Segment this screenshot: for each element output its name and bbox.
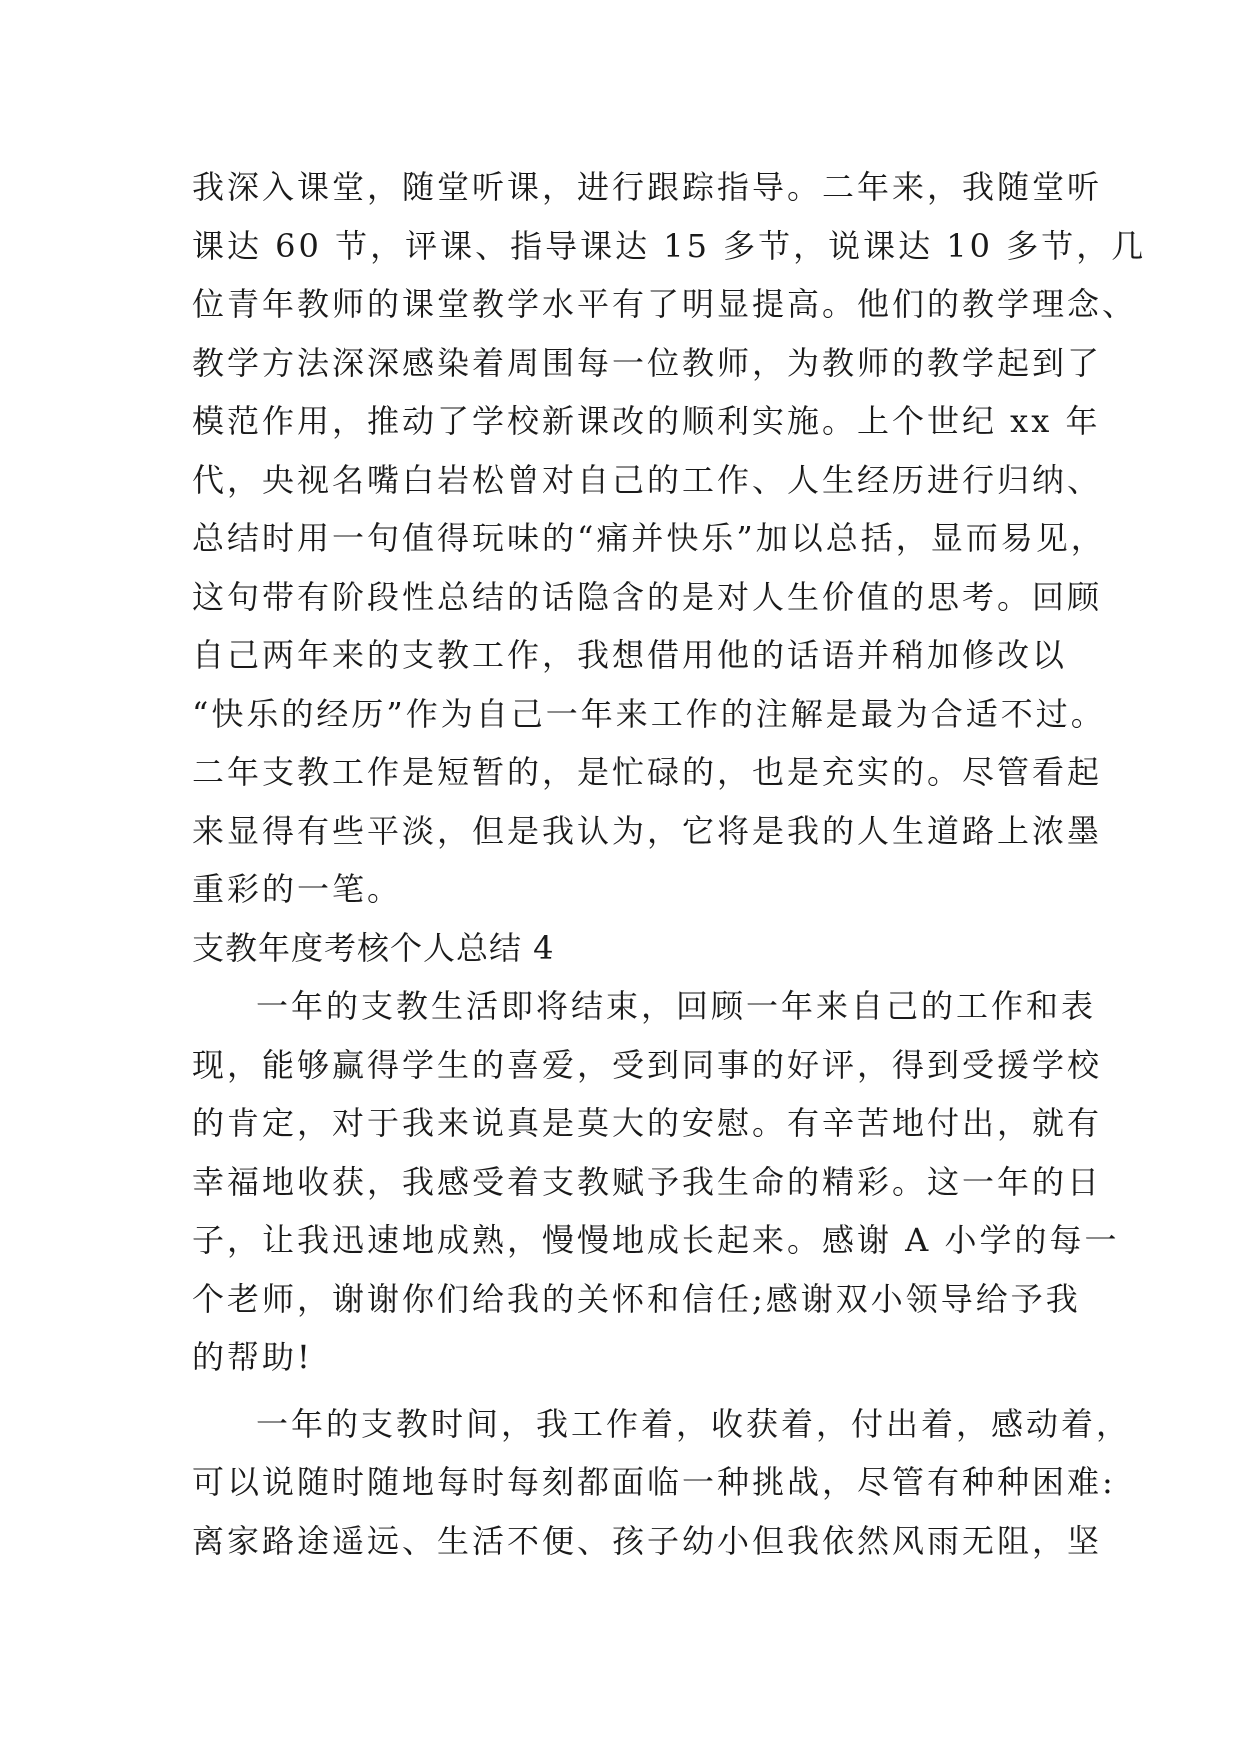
text-line: 模范作用，推动了学校新课改的顺利实施。上个世纪 xx 年 — [192, 402, 1101, 440]
text-line: 现，能够赢得学生的喜爱，受到同事的好评，得到受援学校 — [192, 1045, 1103, 1084]
text-line: 的帮助! — [192, 1338, 313, 1376]
text-line: 自己两年来的支教工作，我想借用他的话语并稍加修改以 — [192, 636, 1068, 674]
text-line: 这句带有阶段性总结的话隐含的是对人生价值的思考。回顾 — [192, 577, 1103, 616]
text-line: 代，央视名嘴白岩松曾对自己的工作、人生经历进行归纳、 — [192, 460, 1103, 499]
text-line: 位青年教师的课堂教学水平有了明显提高。他们的教学理念、 — [192, 285, 1138, 323]
text-line: 子，让我迅速地成熟，慢慢地成长起来。感谢 A 小学的每一 — [192, 1221, 1120, 1259]
section-heading: 支教年度考核个人总结 4 — [192, 928, 555, 967]
paragraph — [192, 1395, 1132, 1571]
text-line: 的肯定，对于我来说真是莫大的安慰。有辛苦地付出，就有 — [192, 1104, 1103, 1142]
text-line: 来显得有些平淡，但是我认为，它将是我的人生道路上浓墨 — [192, 811, 1103, 850]
paragraph-continued — [192, 158, 1147, 919]
text-line: 重彩的一笔。 — [192, 870, 403, 908]
text-line: 一年的支教时间，我工作着，收获着，付出着，感动着， — [256, 1404, 1132, 1443]
text-line: 离家路途遥远、生活不便、孩子幼小但我依然风雨无阻，坚 — [192, 1521, 1103, 1560]
paragraph — [192, 977, 1120, 1387]
text-line: 可以说随时随地每时每刻都面临一种挑战，尽管有种种困难: — [192, 1463, 1116, 1501]
text-line: 二年支教工作是短暂的，是忙碌的，也是充实的。尽管看起 — [192, 753, 1103, 791]
text-line: 一年的支教生活即将结束，回顾一年来自己的工作和表 — [256, 987, 1097, 1025]
text-line: 幸福地收获，我感受着支教赋予我生命的精彩。这一年的日 — [192, 1162, 1103, 1201]
text-line: “快乐的经历”作为自己一年来工作的注解是最为合适不过。 — [192, 694, 1106, 733]
text-line: 个老师，谢谢你们给我的关怀和信任;感谢双小领导给予我 — [192, 1279, 1081, 1318]
text-line: 总结时用一句值得玩味的“痛并快乐”加以总括，显而易见， — [192, 519, 1106, 557]
text-line: 教学方法深深感染着周围每一位教师，为教师的教学起到了 — [192, 343, 1103, 382]
text-line: 我深入课堂，随堂听课，进行跟踪指导。二年来，我随堂听 — [192, 168, 1103, 206]
document-body — [192, 158, 1147, 1570]
text-line: 课达 60 节，评课、指导课达 15 多节，说课达 10 多节，几 — [192, 226, 1147, 265]
